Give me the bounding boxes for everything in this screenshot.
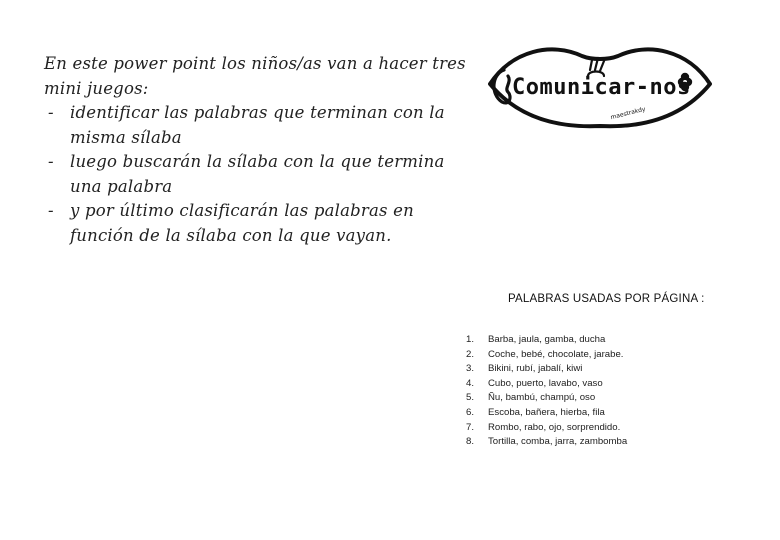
list-item-text: Coche, bebé, chocolate, jarabe. (488, 348, 624, 360)
list-item (460, 377, 627, 392)
intro-item-dash: - (48, 152, 54, 171)
list-item-number: 5. (466, 392, 475, 404)
intro-text-block (44, 52, 474, 248)
list-item-number: 6. (466, 406, 475, 418)
list-item-text: Rombo, rabo, ojo, sorprendido. (488, 421, 621, 433)
words-section-title: PALABRAS USADAS POR PÁGINA : (508, 293, 705, 305)
list-item (460, 391, 627, 406)
intro-item (44, 101, 474, 150)
list-item-number: 2. (466, 348, 475, 360)
intro-item (44, 199, 474, 248)
list-item (460, 333, 627, 348)
logo-wordmark: Comunicar-nos (512, 75, 691, 100)
list-item (460, 348, 627, 363)
list-item-number: 4. (466, 377, 475, 389)
intro-item-text: luego buscarán la sílaba con la que termina una palabra (70, 152, 445, 196)
list-item (460, 435, 627, 450)
list-item-number: 1. (466, 334, 475, 345)
comunicar-nos-logo (482, 36, 718, 132)
intro-item (44, 150, 474, 199)
list-item (460, 362, 627, 377)
intro-item-text: identificar las palabras que terminan con la misma sílaba (70, 103, 445, 147)
list-item-number: 8. (466, 436, 475, 448)
list-item-text: Tortilla, comba, jarra, zambomba (488, 436, 628, 448)
logo-byline: maestrakdy (609, 105, 647, 122)
list-item-text: Bikini, rubí, jabalí, kiwi (488, 363, 583, 375)
words-per-page-list (460, 333, 627, 450)
list-item-text: Ñu, bambú, champú, oso (488, 392, 596, 404)
list-item (460, 406, 627, 421)
intro-item-text: y por último clasificarán las palabras en función de la sílaba con la que vayan. (70, 201, 414, 245)
list-item-number: 7. (466, 421, 475, 433)
intro-item-dash: - (48, 201, 54, 220)
list-item-text: Cubo, puerto, lavabo, vaso (488, 377, 603, 389)
list-item (460, 421, 627, 436)
intro-item-dash: - (48, 103, 54, 122)
list-item-text: Escoba, bañera, hierba, fila (488, 406, 605, 418)
list-item-text: Barba, jaula, gamba, ducha (488, 334, 606, 345)
intro-lead: En este power point los niños/as van a hacer tres mini juegos: (44, 54, 466, 98)
list-item-number: 3. (466, 363, 475, 375)
intro-game-list (44, 101, 474, 248)
